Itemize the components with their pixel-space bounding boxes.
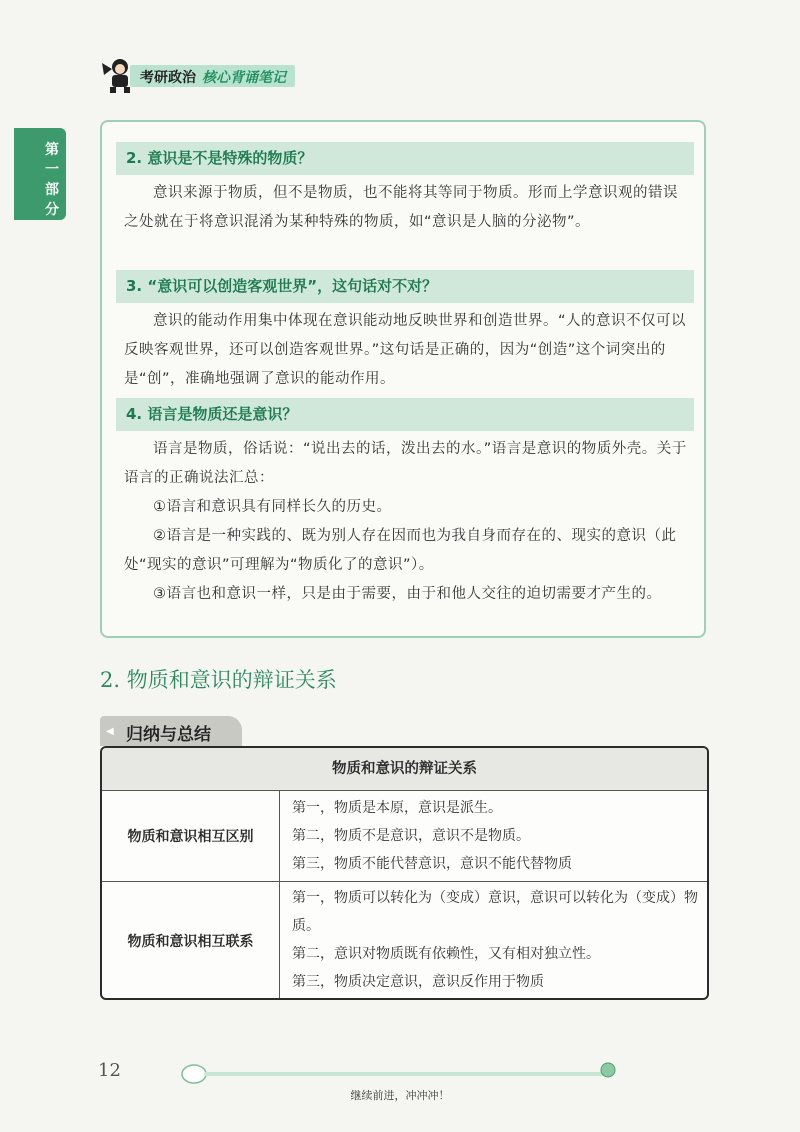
answer-paragraph: 意识来源于物质，但不是物质，也不能将其等同于物质。形而上学意识观的错误之处就在于将意识混淆为某种特殊的物质，如“意识是人脑的分泌物”。 [124,185,678,230]
footer-progress-icon [180,1062,620,1086]
answer-paragraph: 意识的能动作用集中体现在意识能动地反映世界和创造世界。“人的意识不仅可以反映客观世界，还可以创造客观世界。”这句话是正确的，因为“创造”这个词突出的是“创”，准确地强调了意识的能动作用。 [124,313,687,387]
table-header: 物质和意识的辩证关系 [102,748,707,791]
section-heading: 2. 物质和意识的辩证关系 [100,668,337,692]
part-side-tab [14,128,66,220]
book-title-sub: 核心背诵笔记 [202,70,286,86]
question-title: 2. 意识是不是特殊的物质？ [116,142,694,175]
row-item: 第一，物质是本原，意识是派生。 [292,800,502,816]
table-row [102,790,707,882]
row-item: 第一，物质可以转化为（变成）意识，意识可以转化为（变成）物质。 [292,890,698,934]
row-items [292,884,702,996]
row-item: 第三，物质决定意识，意识反作用于物质 [292,974,544,990]
question-title: 3. “意识可以创造客观世界”，这句话对不对？ [116,270,694,303]
row-items [292,794,702,878]
row-label: 物质和意识相互联系 [102,882,280,1000]
book-title-main: 考研政治 [140,70,196,86]
tag-arrow-icon: ◀ [106,726,114,737]
row-item: 第三，物质不能代替意识，意识不能代替物质 [292,856,572,872]
answer-paragraph: 语言是物质，俗话说：“说出去的话，泼出去的水。”语言是意识的物质外壳。关于语言的正确说法汇总： [124,441,687,486]
page-header [100,55,360,95]
row-label: 物质和意识相互区别 [102,790,280,881]
summary-tag-label: 归纳与总结 [126,725,211,745]
row-item: 第二，物质不是意识，意识不是物质。 [292,828,530,844]
summary-table [100,746,709,1000]
qa-box [100,120,706,638]
answer-list-item: ②语言是一种实践的、既为别人存在因而也为我自身而存在的、现实的意识（此处“现实的意识”可理解为“物质化了的意识”）。 [124,528,677,573]
answer-list-item: ①语言和意识具有同样长久的历史。 [153,499,392,515]
book-title [140,67,286,87]
answer-list-item: ③语言也和意识一样，只是由于需要，由于和他人交往的迫切需要才产生的。 [153,586,662,602]
question-title: 4. 语言是物质还是意识？ [116,398,694,431]
page-number: 12 [98,1060,121,1081]
footer-slogan: 继续前进，冲冲冲！ [350,1089,450,1102]
summary-tag [100,716,242,746]
part-label: 第一部分 [45,142,59,218]
table-row [102,882,707,1000]
row-item: 第二，意识对物质既有依赖性，又有相对独立性。 [292,946,600,962]
